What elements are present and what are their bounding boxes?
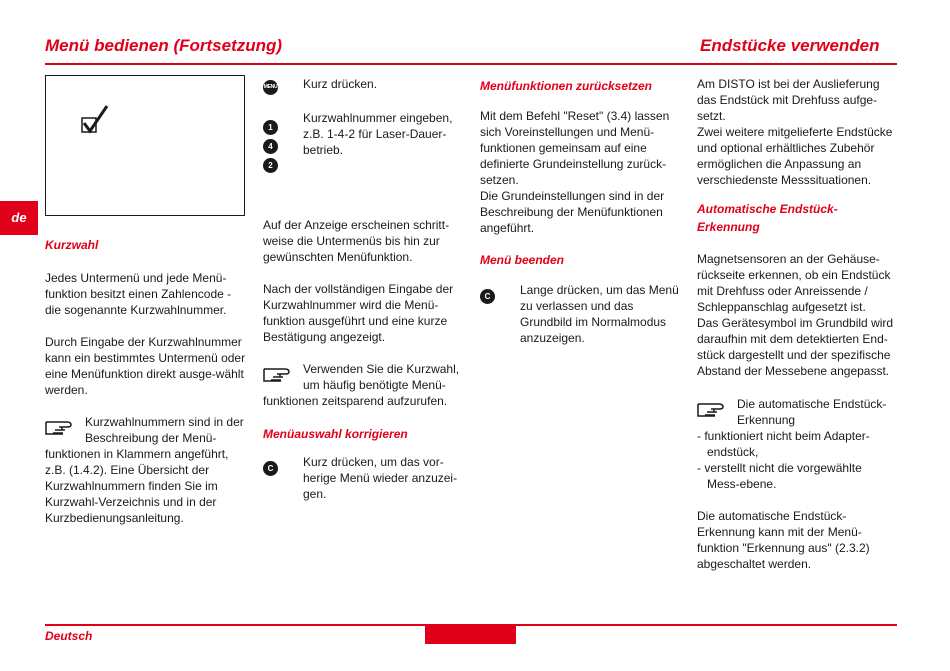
korrigieren-text: Kurz drücken, um das vor-herige Menü wieder anzuzei-gen. (303, 455, 458, 501)
c-key-icon: C (263, 461, 278, 476)
auto-detect-disable-text: Die automatische Endstück-Erkennung kann mit der Menü-funktion "Erkennung aus" (2.3.2) abgeschaltet werden. (697, 509, 870, 571)
menu-key-icon: MENU (263, 80, 278, 95)
step-digits (263, 110, 465, 173)
kurzwahl-display-text: Auf der Anzeige erscheinen schritt-weise die Untermenüs bis hin zur gewünschten Menüfunktion. (263, 218, 450, 264)
hand-pointer-icon (697, 398, 729, 418)
auto-detect-text-1: Magnetsensoren an der Gehäuse-rückseite erkennen, ob ein Endstück mit Drehfuss oder Anreissende / Schleppanschlag aufgesetzt ist. (697, 252, 891, 314)
step-menu-text: Kurz drücken. (303, 77, 378, 91)
column-kurzwahl (45, 236, 250, 526)
hand-pointer-icon (45, 416, 77, 436)
footer-language: Deutsch (45, 629, 93, 643)
column-reset (480, 77, 685, 346)
beenden-heading: Menü beenden (480, 253, 565, 267)
korrigieren-heading: Menüauswahl korrigieren (263, 427, 408, 441)
header-rule (45, 63, 897, 65)
auto-detect-heading: Automatische Endstück-Erkennung (697, 202, 838, 234)
kurzwahl-confirm-text: Nach der vollständigen Eingabe der Kurzwahlnummer wird die Menü-funktion ausgeführt und eine kurze Bestätigung angezeigt. (263, 282, 454, 344)
kurzwahl-note (45, 414, 250, 526)
kurzwahl-note-text: Kurzwahlnummern sind in der Beschreibung der Menü-funktionen in Klammern angeführt, z.B. (1.4.2). Eine Übersicht der Kurzwahlnummern finden Sie im Kurzwahl-Verzeichnis und in der Kurzbedienungsanleitung. (45, 415, 244, 525)
checkmark-icon (80, 104, 114, 140)
auto-detect-note-intro: Die automatische Endstück-Erkennung (737, 397, 887, 427)
auto-detect-text-2: Das Gerätesymbol im Grundbild wird daraufhin mit dem detektierten End-stück dargestellt und der spezifische Abstand der Messebene angepasst. (697, 316, 894, 378)
endstueck-accessory-text: Zwei weitere mitgelieferte Endstücke und optional erhältliches Zubehör ermöglichen die Anpassung an verschiedenste Messsituationen. (697, 125, 893, 187)
auto-detect-note-item: - funktioniert nicht beim Adapter-endstück, (697, 429, 870, 459)
auto-detect-note (697, 396, 897, 492)
reset-text: Mit dem Befehl "Reset" (3.4) lassen sich Voreinstellungen und Menü-funktionen gemeinsam auf eine definierte Grundeinstellung zurück-setzen. (480, 109, 670, 187)
column-endstuecke (697, 76, 897, 572)
hand-pointer-icon (263, 363, 295, 383)
digit-key-icon: 1 (263, 120, 278, 135)
page-title-right: Endstücke verwenden (700, 36, 880, 55)
endstueck-intro-text: Am DISTO ist bei der Auslieferung das Endstück mit Drehfuss aufge-setzt. (697, 77, 880, 123)
step-korrigieren (263, 454, 465, 502)
beenden-text: Lange drücken, um das Menü zu verlassen und das Grundbild im Normalmodus anzuzeigen. (520, 283, 679, 345)
kurzwahl-text-2: Durch Eingabe der Kurzwahlnummer kann ein bestimmtes Untermenü oder eine Menüfunktion direkt ausge-wählt werden. (45, 335, 246, 397)
step-beenden (480, 282, 685, 346)
language-tab: de (0, 201, 38, 235)
digit-key-icon: 4 (263, 139, 278, 154)
kurzwahl-heading: Kurzwahl (45, 238, 99, 252)
kurzwahl-text-1: Jedes Untermenü und jede Menü-funktion besitzt einen Zahlencode - die sogenannte Kurzwahlnummer. (45, 271, 232, 317)
c-key-icon: C (480, 289, 495, 304)
column-kurzwahl-steps (263, 76, 465, 502)
kurzwahl-tip-note (263, 361, 465, 409)
step-digits-text: Kurzwahlnummer eingeben, z.B. 1-4-2 für Laser-Dauer-betrieb. (303, 111, 453, 157)
digit-key-icon: 2 (263, 158, 278, 173)
step-menu (263, 76, 465, 95)
auto-detect-note-item: - verstellt nicht die vorgewählte Mess-ebene. (697, 461, 862, 491)
page-title-left: Menü bedienen (Fortsetzung) (45, 36, 283, 55)
footer-tab (425, 625, 516, 644)
image-frame (45, 75, 245, 216)
kurzwahl-tip-text: Verwenden Sie die Kurzwahl, um häufig benötigte Menü-funktionen zeitsparend aufzurufen. (263, 362, 460, 408)
reset-heading: Menüfunktionen zurücksetzen (480, 79, 653, 93)
reset-text-2: Die Grundeinstellungen sind in der Beschreibung der Menüfunktionen angeführt. (480, 189, 665, 235)
